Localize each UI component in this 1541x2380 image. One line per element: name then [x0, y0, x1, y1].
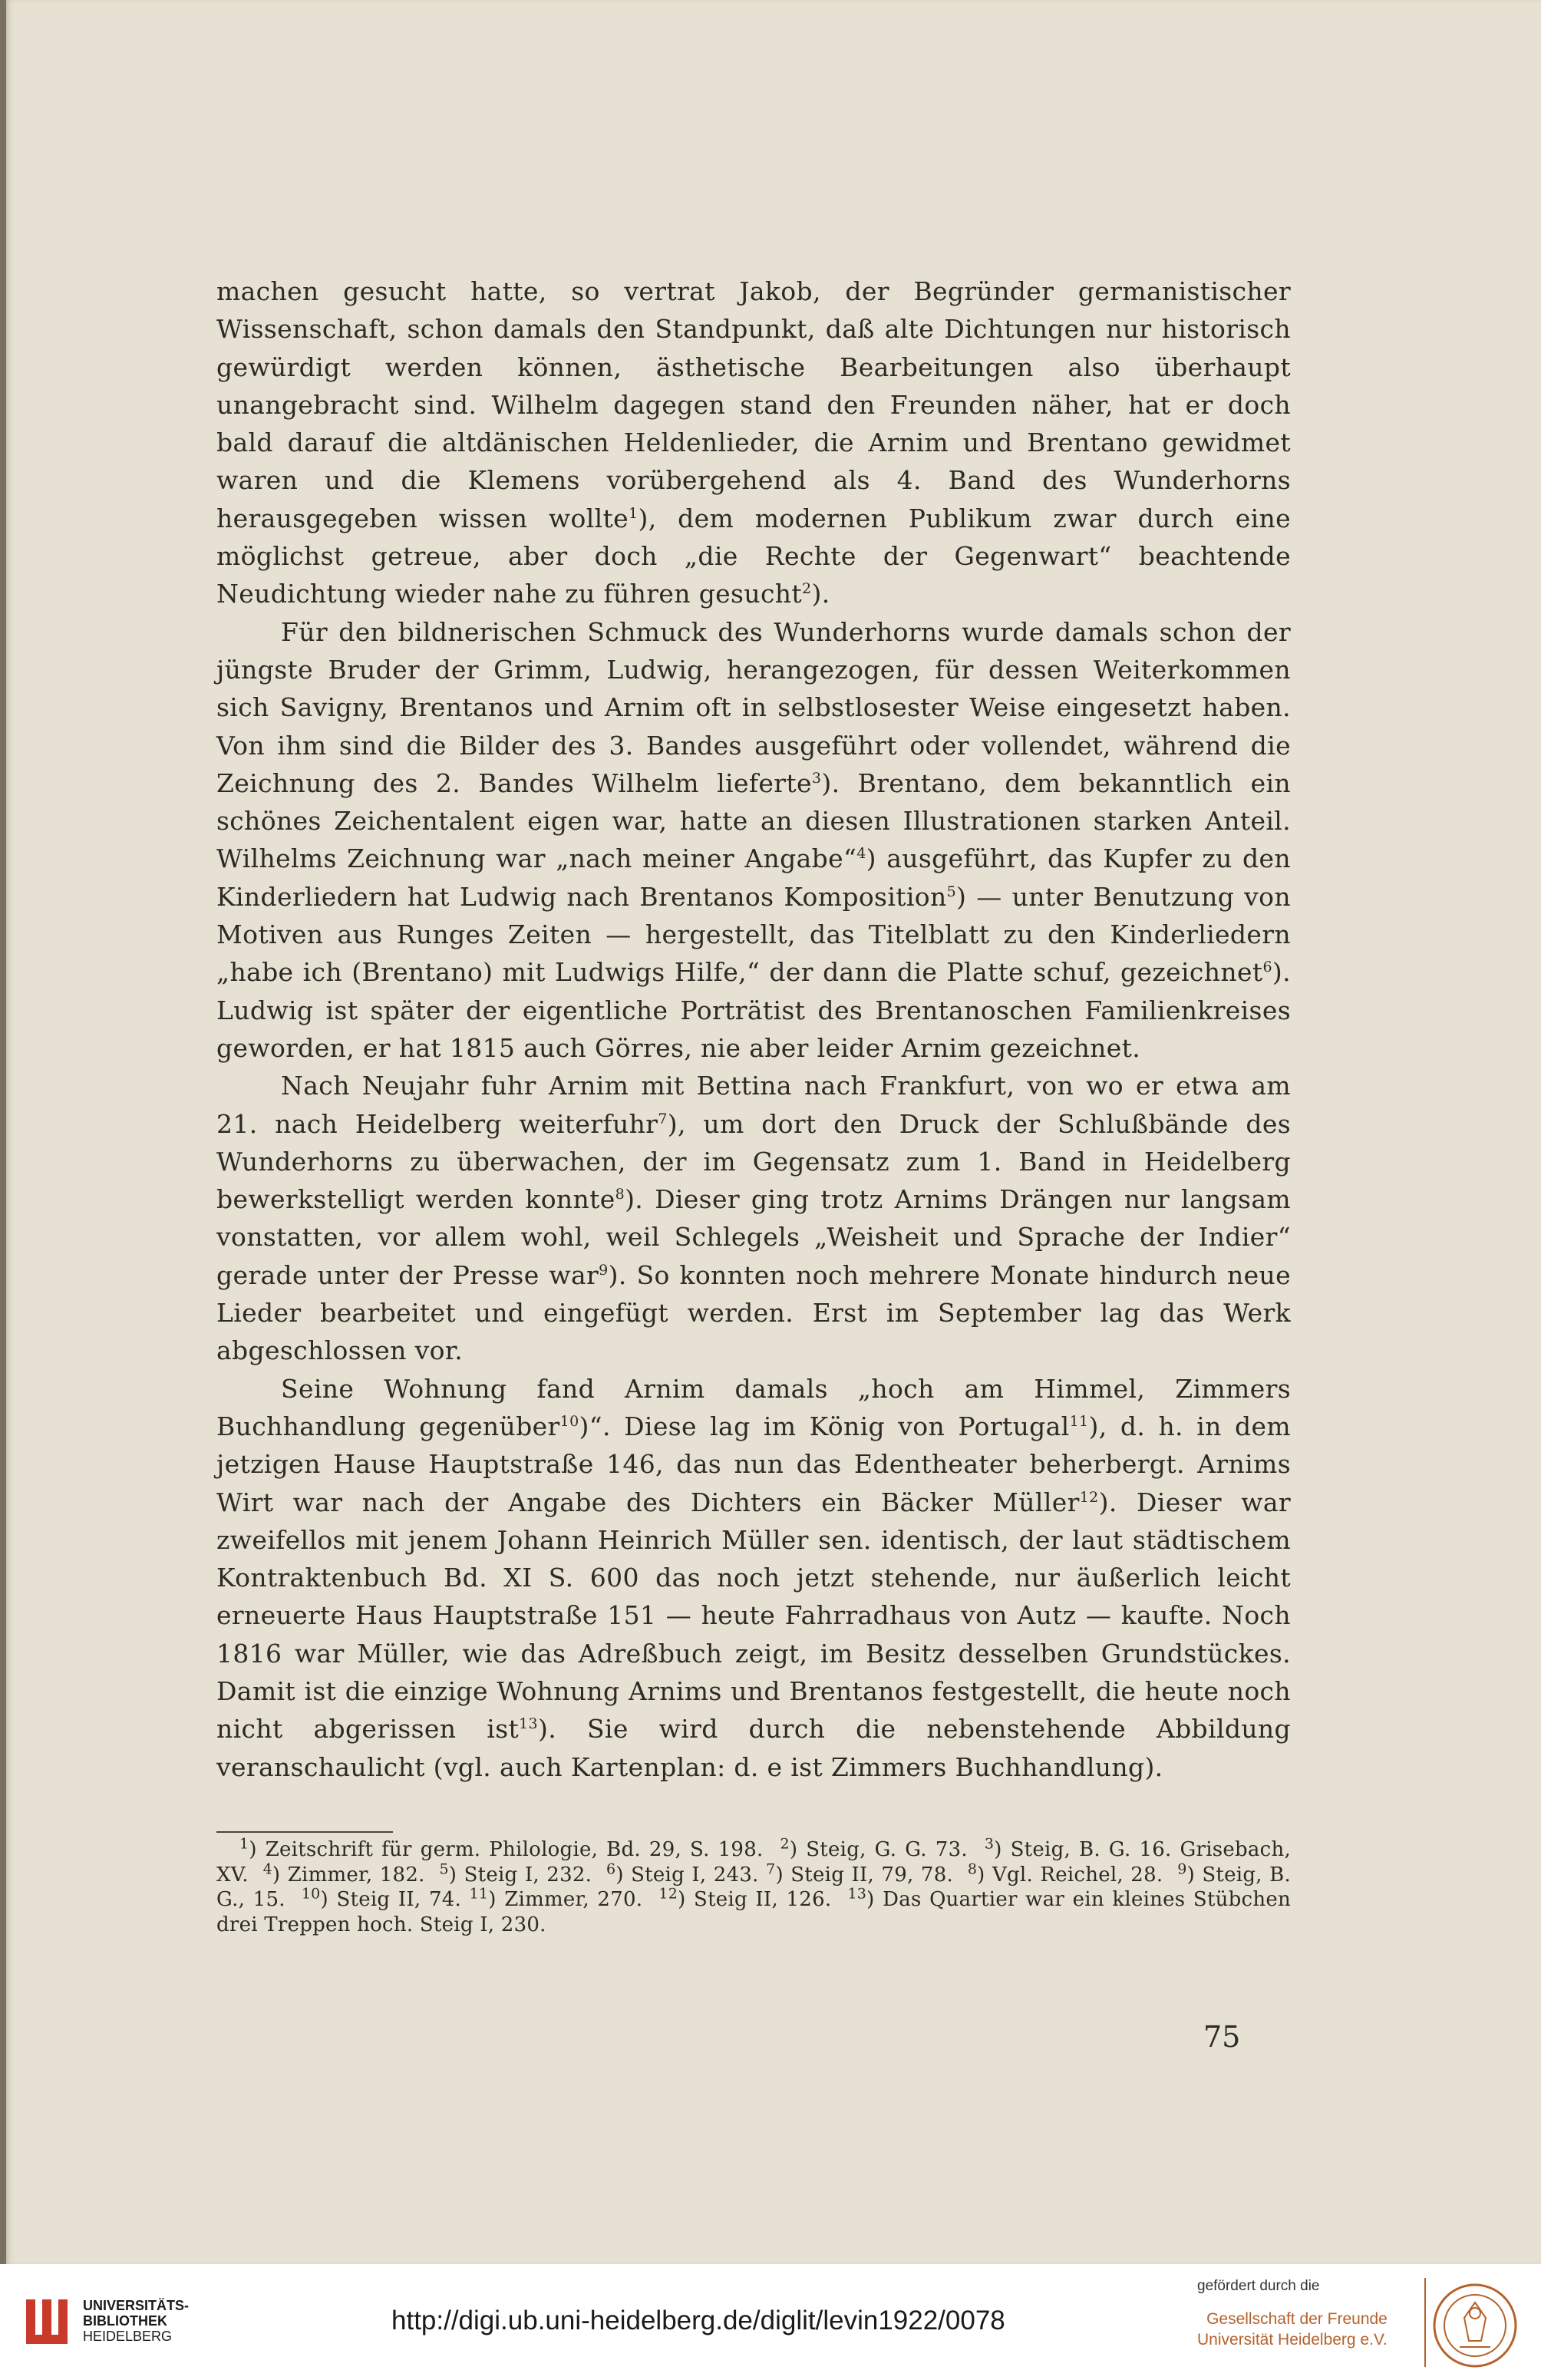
paragraph-1: machen gesucht hatte, so vertrat Jakob, der Begründer germanistischer Wissenschaft, schon damals den Standpunkt, daß alte Dichtungen nur historisch gewürdigt werden können, ästhetische Bearbeitungen also überhaupt unangebracht sind. Wilhelm dagegen stand den Freunden näher, hat er doch bald darauf die altdänischen Heldenlieder, die Arnim und Brentano gewidmet waren und die Klemens vorübergehend als 4. Band des Wunderhorns herausgegeben wissen wollte$^1$), dem modernen Publikum zwar durch eine möglichst getreue, aber doch „die Rechte der Gegenwart“ beachtende Neudichtung wieder nahe zu führen gesucht$^2$).	[216, 276, 1291, 609]
footnote-block-1: $^1$) Zeitschrift für germ. Philologie, Bd. 29, S. 198. $^2$) Steig, G. G. 73. $^3$) Steig, B. G. 16. Grisebach, XV. $^4$) Zimmer, 182. $^5$) Steig I, 232. $^6$) Steig I, 243. $^7$) Steig II, 79, 78. $^8$) Vgl. Reichel, 28. $^9$) Steig, B. G., 15. $^{10}$) Steig II, 74. $^{11}$) Zimmer, 270. $^{12}$) Steig II, 126. $^{13}$) Das Quartier war ein kleines Stübchen drei Treppen hoch. Steig I, 230.	[216, 1835, 1291, 1936]
footnote-5: Steig I, 232.	[464, 1863, 592, 1887]
footnote-ref[interactable]: 3	[811, 769, 822, 787]
footnote-ref[interactable]: 8	[615, 1186, 625, 1203]
footnote-1: Zeitschrift für germ. Philologie, Bd. 29, S. 198.	[265, 1838, 764, 1861]
footnotes	[216, 1837, 1291, 1937]
paragraph-4: Seine Wohnung fand Arnim damals „hoch am Himmel, Zimmers Buchhandlung gegenüber$^{10}$)“. Diese lag im König von Portugal$^{11}$), d. h. in dem jetzigen Hause Hauptstraße 146, das nun das Edentheater beherbergt. Arnims Wirt war nach der Angabe des Dichters ein Bäcker Müller$^{12}$). Dieser war zweifellos mit jenem Johann Heinrich Müller sen. identisch, der laut städtischem Kontraktenbuch Bd. XI S. 600 das noch jetzt stehende, nur äußerlich leicht erneuerte Haus Hauptstraße 151 — heute Fahrradhaus von Autz — kaufte. Noch 1816 war Müller, wie das Adreßbuch zeigt, im Besitz desselben Grundstückes. Damit ist die einzige Wohnung Arnims und Brentanos festgestellt, die heute noch nicht abgerissen ist$^{13}$). Sie wird durch die nebenstehende Abbildung veranschaulicht (vgl. auch Kartenplan: d. e ist Zimmers Buchhandlung).	[216, 1373, 1291, 1782]
paragraph-3: Nach Neujahr fuhr Arnim mit Bettina nach Frankfurt, von wo er etwa am 21. nach Heidelberg weiterfuhr$^7$), um dort den Druck der Schlußbände des Wunderhorns zu überwachen, der im Gegensatz zum 1. Band in Heidelberg bewerkstelligt werden konnte$^8$). Dieser ging trotz Arnims Drängen nur langsam vonstatten, vor allem wohl, weil Schlegels „Weisheit und Sprache der Indier“ gerade unter der Presse war$^9$). So konnten noch mehrere Monate hindurch neue Lieder bearbeitet und eingefügt werden. Erst im September lag das Werk abgeschlossen vor.	[216, 1071, 1292, 1366]
footnote-13: Das Quartier war ein kleines Stübchen drei Treppen hoch. Steig I, 230.	[216, 1888, 1291, 1936]
footnote-2: Steig, G. G. 73.	[806, 1838, 968, 1861]
footnote-ref[interactable]: 13	[519, 1715, 538, 1733]
footnote-6: Steig I, 243.	[631, 1863, 759, 1887]
footer-bar	[0, 2264, 1541, 2380]
footnote-4: Zimmer, 182.	[287, 1863, 425, 1887]
body-text	[216, 272, 1291, 1786]
funded-by-label: gefördert durch die	[1197, 2278, 1320, 2294]
footnote-ref[interactable]: 9	[599, 1261, 609, 1279]
library-logo-icon[interactable]	[23, 2296, 71, 2347]
source-url-link[interactable]: http://digi.ub.uni-heidelberg.de/diglit/levin1922/0078	[391, 2306, 1005, 2335]
library-name: UNIVERSITÄTS- BIBLIOTHEK HEIDELBERG	[83, 2298, 190, 2344]
footnote-7: Steig II, 79, 78.	[790, 1863, 954, 1887]
footnote-ref[interactable]: 10	[559, 1412, 579, 1430]
footnote-ref[interactable]: 5	[946, 883, 957, 900]
footnote-ref[interactable]: 2	[802, 580, 812, 598]
university-seal-icon	[1432, 2283, 1518, 2368]
sponsor-divider	[1424, 2278, 1426, 2367]
footnote-divider	[216, 1831, 393, 1833]
footnote-12: Steig II, 126.	[694, 1888, 832, 1912]
footnote-ref[interactable]: 11	[1069, 1412, 1089, 1430]
paragraph-2: Für den bildnerischen Schmuck des Wunderhorns wurde damals schon der jüngste Bruder der Grimm, Ludwig, herangezogen, für dessen Weiterkommen sich Savigny, Brentanos und Arnim oft in selbstlosester Weise eingesetzt haben. Von ihm sind die Bilder des 3. Bandes ausgeführt oder vollendet, während die Zeichnung des 2. Bandes Wilhelm lieferte$^3$). Brentano, dem bekanntlich ein schönes Zeichentalent eigen war, hatte an diesen Illustrationen starken Anteil. Wilhelms Zeichnung war „nach meiner Angabe“$^4$) ausgeführt, das Kupfer zu den Kinderliedern hat Ludwig nach Brentanos Komposition$^5$) — unter Benutzung von Motiven aus Runges Zeiten — hergestellt, das Titelblatt zu den Kinderliedern „habe ich (Brentano) mit Ludwigs Hilfe,“ der dann die Platte schuf, gezeichnet$^6$). Ludwig ist später der eigentliche Porträtist des Brentanoschen Familienkreises geworden, er hat 1815 auch Görres, nie aber leider Arnim gezeichnet.	[216, 616, 1291, 1063]
footnote-10: Steig II, 74.	[336, 1888, 462, 1912]
footnote-3: Steig, B. G. 16. Grisebach, XV.	[216, 1838, 1291, 1887]
footnote-ref[interactable]: 6	[1262, 959, 1272, 976]
footnote-ref[interactable]: 1	[629, 504, 639, 522]
footnote-ref[interactable]: 4	[856, 845, 866, 863]
footnote-8: Vgl. Reichel, 28.	[992, 1863, 1163, 1887]
footnote-ref[interactable]: 7	[658, 1110, 668, 1127]
footnote-9: Steig, B. G., 15.	[216, 1863, 1291, 1912]
page-number: 75	[1203, 2020, 1241, 2054]
binding-edge	[0, 0, 6, 2264]
sponsor-name[interactable]: Gesellschaft der Freunde Universität Heidelberg e.V.	[1197, 2310, 1388, 2349]
footnote-ref[interactable]: 12	[1079, 1488, 1099, 1506]
footnote-11: Zimmer, 270.	[504, 1888, 643, 1912]
